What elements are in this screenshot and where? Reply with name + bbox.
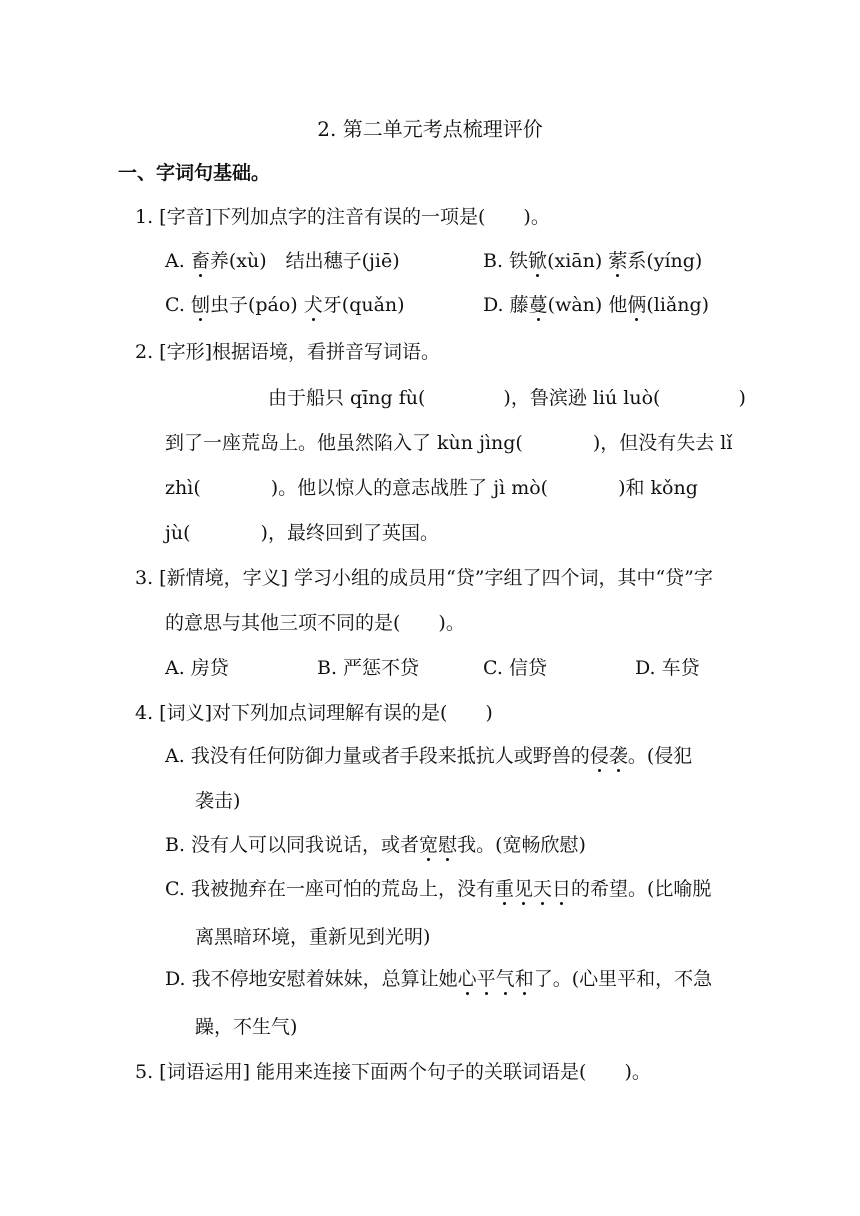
question-1-stem: 1. [字音]下列加点字的注音有误的一项是( )。 xyxy=(135,206,550,228)
question-5-stem: 5. [词语运用] 能用来连接下面两个句子的关联词语是( )。 xyxy=(135,1061,651,1083)
q2-passage-line-3: zhì( )。他以惊人的意志战胜了 jì mò( )和 kǒng xyxy=(165,477,698,499)
question-2-stem: 2. [字形]根据语境，看拼音写词语。 xyxy=(135,341,440,363)
q1-option-d[interactable]: D. 藤蔓(wàn) 他俩(liǎng) xyxy=(483,294,710,316)
q3-option-a[interactable]: A. 房贷 xyxy=(165,657,229,679)
dotted-char: 平 xyxy=(476,968,496,990)
q3-option-b[interactable]: B. 严惩不贷 xyxy=(317,657,420,679)
dotted-char: 萦 xyxy=(608,250,628,272)
section-heading: 一、字词句基础。 xyxy=(118,162,271,184)
dotted-char: 犬 xyxy=(303,294,323,316)
q4-option-c[interactable]: C. 我被抛弃在一座可怕的荒岛上，没有重见天日的希望。(比喻脱 xyxy=(165,878,712,900)
page-title: 2. 第二单元考点梳理评价 xyxy=(317,117,543,141)
q3-option-d[interactable]: D. 车贷 xyxy=(635,657,700,679)
dotted-char: 天 xyxy=(532,878,552,900)
dotted-char: 俩 xyxy=(627,294,647,316)
dotted-char: 宽 xyxy=(419,834,439,856)
q4-option-d-cont: 躁，不生气) xyxy=(195,1016,298,1038)
q2-passage-line-1: 由于船只 qīng fù( )，鲁滨逊 liú luò( ) xyxy=(268,387,746,409)
q1-option-c[interactable]: C. 刨虫子(páo) 犬牙(quǎn) xyxy=(165,294,405,316)
dotted-char: 重 xyxy=(494,878,514,900)
dotted-char: 刨 xyxy=(190,294,210,316)
dotted-char: 慰 xyxy=(438,834,458,856)
q4-option-c-cont: 离黑暗环境，重新见到光明) xyxy=(195,926,431,948)
dotted-char: 日 xyxy=(552,878,572,900)
dotted-char: 见 xyxy=(513,878,533,900)
dotted-char: 心 xyxy=(457,968,477,990)
dotted-char: 畜 xyxy=(190,250,210,272)
dotted-char: 和 xyxy=(514,968,534,990)
q4-option-d[interactable]: D. 我不停地安慰着妹妹，总算让她心平气和了。(心里平和，不急 xyxy=(165,968,713,990)
question-4-stem: 4. [词义]对下列加点词理解有误的是( ) xyxy=(135,702,493,724)
q1-option-a[interactable]: A. 畜养(xù) 结出穗子(jiē) xyxy=(165,250,400,272)
dotted-char: 侵 xyxy=(589,745,609,767)
q2-passage-line-2: 到了一座荒岛上。他虽然陷入了 kùn jìng( )，但没有失去 lǐ xyxy=(165,432,733,454)
dotted-char: 锨 xyxy=(528,250,548,272)
dotted-char: 袭 xyxy=(608,745,628,767)
dotted-char: 气 xyxy=(495,968,515,990)
q3-option-c[interactable]: C. 信贷 xyxy=(483,657,547,679)
q1-option-b[interactable]: B. 铁锨(xiān) 萦系(yíng) xyxy=(483,250,703,272)
q4-option-a-cont: 袭击) xyxy=(195,790,241,812)
q2-passage-line-4: jù( )，最终回到了英国。 xyxy=(165,522,439,544)
q4-option-a[interactable]: A. 我没有任何防御力量或者手段来抵抗人或野兽的侵袭。(侵犯 xyxy=(165,745,693,767)
dotted-char: 蔓 xyxy=(528,294,548,316)
question-3-stem-cont: 的意思与其他三项不同的是( )。 xyxy=(165,612,465,634)
q4-option-b[interactable]: B. 没有人可以同我说话，或者宽慰我。(宽畅欣慰) xyxy=(165,834,586,856)
question-3-stem: 3. [新情境，字义] 学习小组的成员用“贷”字组了四个词，其中“贷”字 xyxy=(135,567,713,589)
